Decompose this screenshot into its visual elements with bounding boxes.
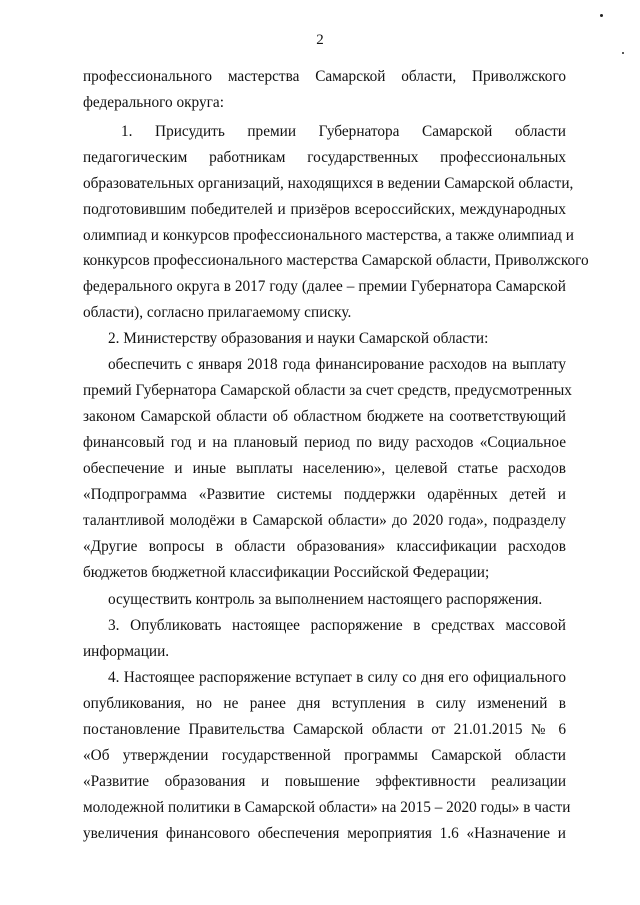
text-line: федерального округа в 2017 году (далее – премии Губернатора Самарской bbox=[83, 278, 566, 295]
paragraph-3-heading: 3. Опубликовать настоящее распоряжение в средствах массовой bbox=[108, 617, 566, 634]
text-line: олимпиад и конкурсов профессионального мастерства, а также олимпиад и bbox=[83, 227, 574, 244]
text-line: осуществить контроль за выполнением настоящего распоряжения. bbox=[108, 591, 543, 608]
text-line: финансовый год и на плановый период по виду расходов «Социальное bbox=[83, 434, 566, 451]
page-number: 2 bbox=[316, 32, 324, 48]
paragraph-1-heading: 1. Присудить премии Губернатора Самарской области bbox=[121, 123, 566, 140]
text-line: информации. bbox=[83, 643, 170, 660]
paragraph-2-heading: 2. Министерству образования и науки Самарской области: bbox=[108, 330, 489, 347]
scan-speck bbox=[622, 52, 624, 54]
text-line: подготовившим победителей и призёров всероссийских, международных bbox=[83, 201, 566, 218]
text-line: «Об утверждении государственной программы Самарской области bbox=[83, 747, 566, 764]
text-line: опубликования, но не ранее дня вступления в силу изменений в bbox=[83, 695, 566, 712]
text-line: образовательных организаций, находящихся в ведении Самарской области, bbox=[83, 175, 574, 192]
text-line: обеспечение и иные выплаты населению», целевой статье расходов bbox=[83, 460, 566, 477]
text-line: молодежной политики в Самарской области» на 2015 – 2020 годы» в части bbox=[83, 799, 571, 816]
text-line: «Другие вопросы в области образования» классификации расходов bbox=[83, 538, 566, 555]
text-line: области), согласно прилагаемому списку. bbox=[83, 304, 352, 321]
text-line: «Подпрограмма «Развитие системы поддержки одарённых детей и bbox=[83, 486, 566, 503]
text-line: талантливой молодёжи в Самарской области» до 2020 года», подразделу bbox=[83, 512, 566, 529]
text-line: постановление Правительства Самарской области от 21.01.2015 № 6 bbox=[83, 721, 566, 738]
text-line: обеспечить с января 2018 года финансирование расходов на выплату bbox=[108, 356, 566, 373]
paragraph-4-heading: 4. Настоящее распоряжение вступает в силу со дня его официального bbox=[108, 669, 566, 686]
text-line: увеличения финансового обеспечения мероприятия 1.6 «Назначение и bbox=[83, 825, 566, 842]
text-line: «Развитие образования и повышение эффективности реализации bbox=[83, 773, 566, 790]
scan-speck bbox=[600, 14, 603, 17]
text-line: бюджетов бюджетной классификации Российской Федерации; bbox=[83, 564, 490, 581]
text-line: законом Самарской области об областном бюджете на соответствующий bbox=[83, 408, 566, 425]
text-line: конкурсов профессионального мастерства Самарской области, Приволжского bbox=[83, 252, 589, 269]
text-line: премий Губернатора Самарской области за счет средств, предусмотренных bbox=[83, 382, 572, 399]
text-line: федерального округа: bbox=[83, 94, 224, 111]
text-line: педагогическим работникам государственных профессиональных bbox=[83, 149, 566, 166]
text-line: профессионального мастерства Самарской области, Приволжского bbox=[83, 68, 566, 85]
